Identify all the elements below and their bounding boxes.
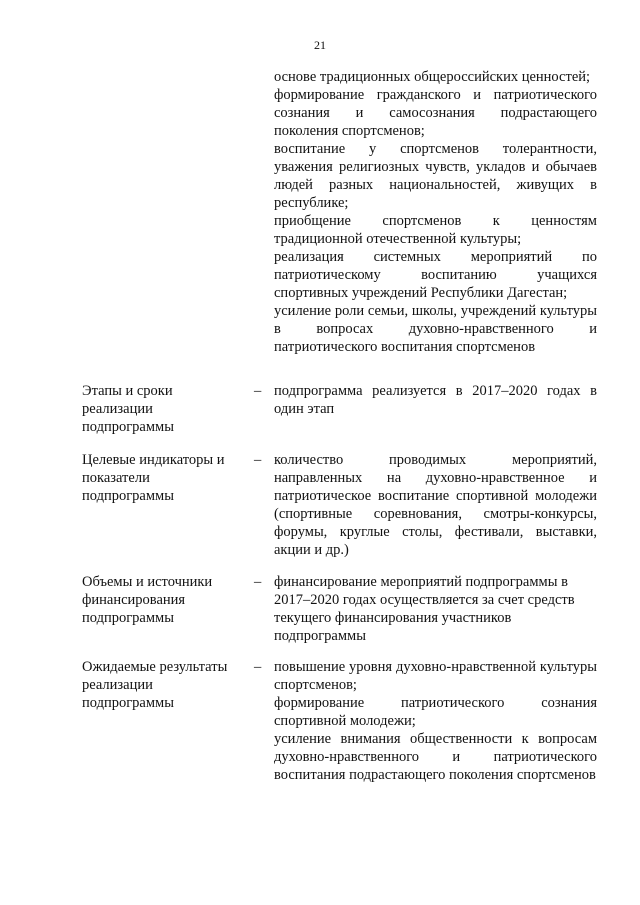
goal-paragraph: формирование гражданского и патриотического сознания и самосознания подрастающего поколения спортсменов;: [274, 87, 597, 139]
label-line: Объемы и источники: [82, 574, 213, 590]
content-paragraph: усиление внимания общественности к вопросам духовно-нравственного и патриотического воспитания подрастающего поколения спортсменов: [274, 731, 597, 783]
page-number: 21: [314, 38, 326, 52]
section-dash: –: [254, 452, 262, 468]
label-line: подпрограммы: [82, 419, 174, 435]
label-line: подпрограммы: [82, 488, 174, 504]
goal-paragraph: реализация системных мероприятий по патриотическому воспитанию учащихся спортивных учреждений Республики Дагестан;: [274, 249, 597, 301]
content-paragraph: повышение уровня духовно-нравственной культуры спортсменов;: [274, 659, 597, 693]
label-line: Ожидаемые результаты: [82, 659, 228, 675]
section-content: [274, 658, 597, 784]
section-label: [82, 658, 242, 712]
content-paragraph: формирование патриотического сознания спортивной молодежи;: [274, 695, 597, 729]
label-line: Этапы и сроки: [82, 383, 173, 399]
content-paragraph: подпрограмма реализуется в 2017–2020 годах в один этап: [274, 383, 597, 417]
label-line: подпрограммы: [82, 695, 174, 711]
section-dash: –: [254, 659, 262, 675]
section-content: [274, 451, 597, 559]
section-dash: –: [254, 574, 262, 590]
section-label: [82, 451, 242, 505]
content-paragraph: количество проводимых мероприятий, направленных на духовно-нравственное и патриотическое воспитание спортивной молодежи (спортивные соревнования, смотры-конкурсы, форумы, круглые столы, фестивали, выставки, акции и др.): [274, 452, 597, 558]
section-content: [274, 573, 597, 645]
section-content: [274, 382, 597, 418]
section-dash: –: [254, 383, 262, 399]
continued-goals-text: [274, 68, 597, 356]
label-line: реализации: [82, 677, 153, 693]
section-label: [82, 382, 242, 436]
goal-paragraph: воспитание у спортсменов толерантности, уважения религиозных чувств, укладов и обычаев людей разных национальностей, живущих в республике;: [274, 141, 597, 211]
label-line: Целевые индикаторы и: [82, 452, 225, 468]
label-line: реализации: [82, 401, 153, 417]
goal-paragraph: усиление роли семьи, школы, учреждений культуры в вопросах духовно-нравственного и патриотического воспитания спортсменов: [274, 303, 597, 355]
content-paragraph: финансирование мероприятий подпрограммы в 2017–2020 годах осуществляется за счет средств текущего финансирования участников подпрограммы: [274, 574, 575, 644]
label-line: подпрограммы: [82, 610, 174, 626]
goal-paragraph: основе традиционных общероссийских ценностей;: [274, 69, 591, 85]
label-line: финансирования: [82, 592, 186, 608]
label-line: показатели: [82, 470, 150, 486]
section-label: [82, 573, 242, 627]
goal-paragraph: приобщение спортсменов к ценностям традиционной отечественной культуры;: [274, 213, 597, 247]
